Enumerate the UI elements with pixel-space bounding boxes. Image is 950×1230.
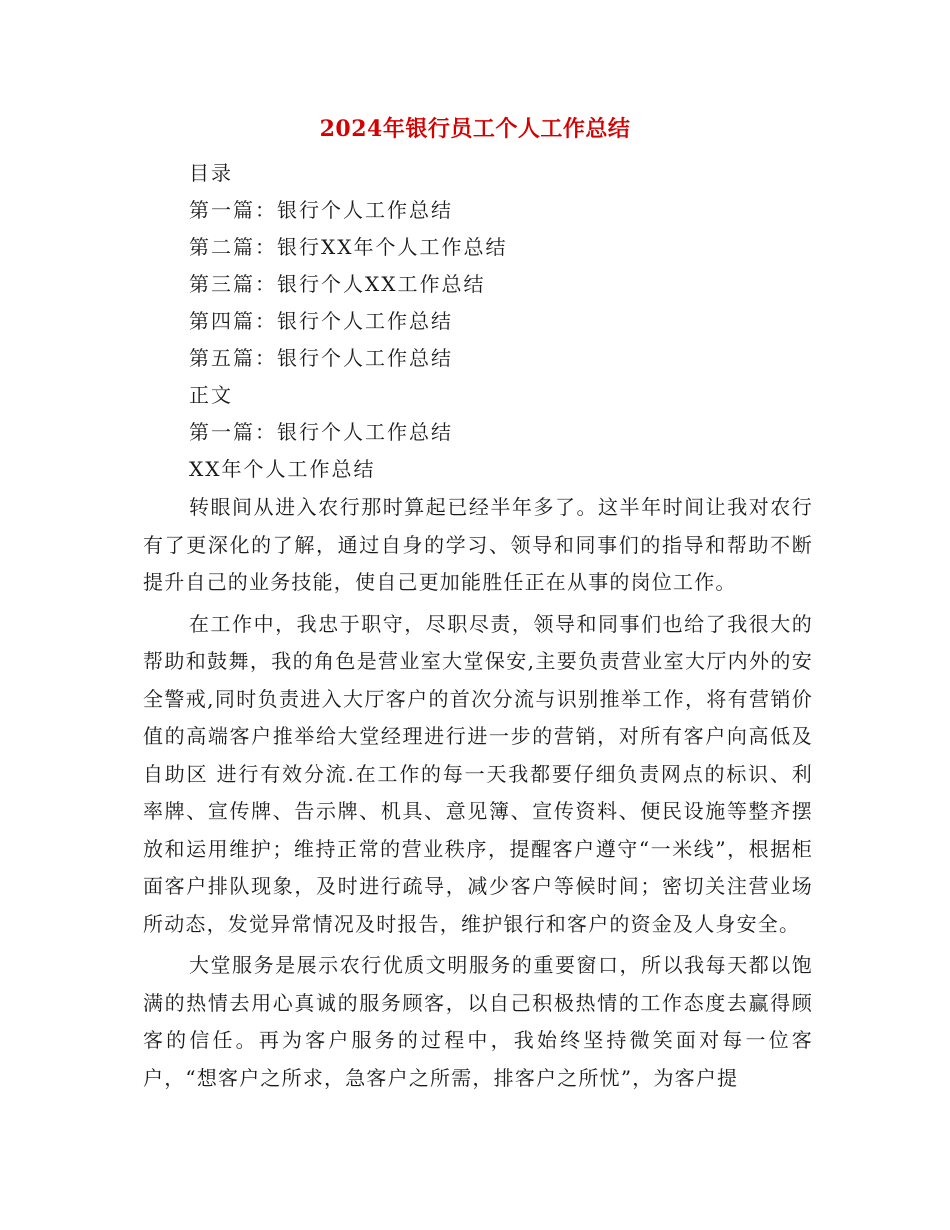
- toc-item-5: 第五篇：银行个人工作总结: [189, 346, 453, 370]
- table-of-contents: [189, 155, 829, 488]
- document-title: 2024年银行员工个人工作总结: [319, 116, 631, 142]
- toc-item-1: 第一篇：银行个人工作总结: [189, 198, 453, 222]
- body-heading: 正文: [189, 383, 233, 407]
- paragraph-2: 在工作中，我忠于职守，尽职尽责，领导和同事们也给了我很大的帮助和鼓舞，我的角色是营业室大堂保安,主要负责营业室大厅内外的安全警戒,同时负责进入大厅客户的首次分流与识别推举工作，将有营销价值的高端客户推举给大堂经理进行进一步的营销，对所有客户向高低及自助区 进行有效分流.在工作的每一天我都要仔细负责网点的标识、利率牌、宣传牌、告示牌、机具、意见簿、宣传资料、便民设施等整齐摆放和运用维护；维持正常的营业秩序，提醒客户遵守“一米线”，根据柜面客户排队现象，及时进行疏导，减少客户等候时间；密切关注营业场所动态，发觉异常情况及时报告，维护银行和客户的资金及人身安全。: [143, 611, 813, 936]
- toc-item-3: 第三篇：银行个人XX工作总结: [189, 272, 486, 296]
- paragraph-3: 大堂服务是展示农行优质文明服务的重要窗口，所以我每天都以饱满的热情去用心真诚的服务顾客，以自己积极热情的工作态度去赢得顾客的信任。再为客户服务的过程中，我始终坚持微笑面对每一位客户，“想客户之所求，急客户之所需，排客户之所忧”，为客户提: [143, 953, 813, 1090]
- section-subheading: XX年个人工作总结: [189, 457, 376, 481]
- toc-item-2: 第二篇：银行XX年个人工作总结: [189, 235, 508, 259]
- toc-heading: 目录: [189, 161, 233, 185]
- section-heading: 第一篇：银行个人工作总结: [189, 420, 453, 444]
- toc-item-4: 第四篇：银行个人工作总结: [189, 309, 453, 333]
- paragraph-1: 转眼间从进入农行那时算起已经半年多了。这半年时间让我对农行有了更深化的了解，通过自身的学习、领导和同事们的指导和帮助不断提升自己的业务技能，使自己更加能胜任正在从事的岗位工作。: [143, 495, 813, 594]
- body-text: [143, 489, 813, 1101]
